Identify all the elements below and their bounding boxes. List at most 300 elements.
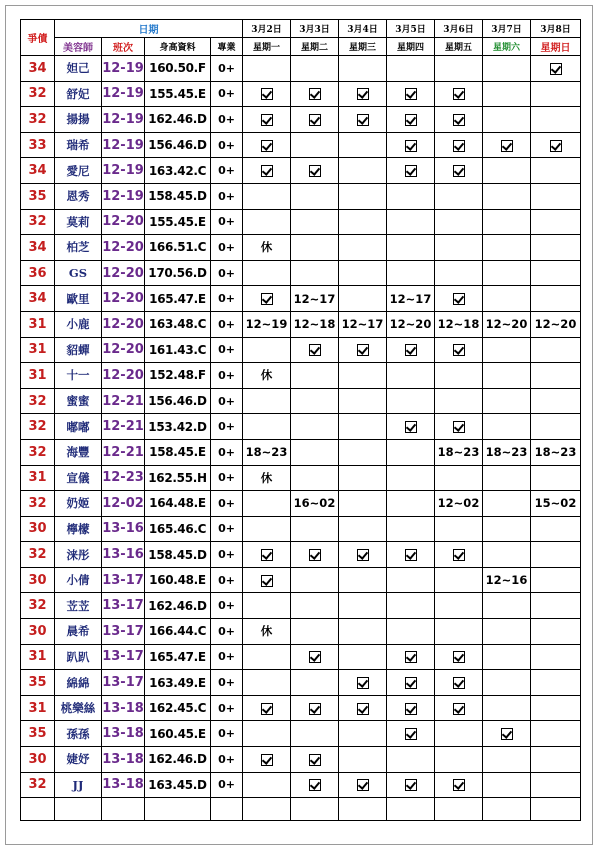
shift-class: 13-18 — [102, 772, 145, 798]
day-cell — [483, 363, 531, 389]
shift-class: 12-19 — [102, 107, 145, 133]
shift-class: 13-17 — [102, 593, 145, 619]
table-row — [21, 491, 581, 517]
empty-cell — [483, 798, 531, 821]
day-cell — [339, 209, 387, 235]
stylist-name: 海豐 — [55, 439, 102, 465]
table-row — [21, 772, 581, 798]
day-cell — [339, 286, 387, 312]
col-header-stylist: 美容師 — [55, 38, 102, 56]
day-cell — [387, 619, 435, 645]
shift-class: 12-20 — [102, 286, 145, 312]
day-cell — [387, 260, 435, 286]
body-data: 165.47.E — [145, 644, 211, 670]
body-data: 170.56.D — [145, 260, 211, 286]
day-cell: 12~17 — [339, 311, 387, 337]
checkbox-checked-icon — [309, 344, 321, 356]
body-data: 165.46.C — [145, 516, 211, 542]
body-data: 164.48.E — [145, 491, 211, 517]
day-cell — [435, 619, 483, 645]
pro-level: 0+ — [211, 439, 243, 465]
empty-cell — [102, 798, 145, 821]
day-cell — [339, 465, 387, 491]
body-data: 163.45.D — [145, 772, 211, 798]
body-data: 156.46.D — [145, 388, 211, 414]
day-cell — [435, 107, 483, 133]
date-header: 3月8日 — [531, 20, 581, 38]
stylist-name: 桃樂絲 — [55, 695, 102, 721]
checkbox-checked-icon — [261, 114, 273, 126]
day-cell — [387, 209, 435, 235]
stylist-name: GS — [55, 260, 102, 286]
stylist-name: 小鹿 — [55, 311, 102, 337]
day-cell — [483, 644, 531, 670]
empty-cell — [243, 798, 291, 821]
table-row — [21, 567, 581, 593]
day-cell — [387, 414, 435, 440]
table-row — [21, 465, 581, 491]
pro-level: 0+ — [211, 311, 243, 337]
row-number: 30 — [21, 567, 55, 593]
day-cell — [387, 132, 435, 158]
empty-cell — [55, 798, 102, 821]
row-number: 30 — [21, 619, 55, 645]
day-cell: 休 — [243, 235, 291, 261]
pro-level: 0+ — [211, 81, 243, 107]
table-row — [21, 593, 581, 619]
date-header: 3月6日 — [435, 20, 483, 38]
pro-level: 0+ — [211, 491, 243, 517]
day-cell: 15~02 — [531, 491, 581, 517]
day-cell — [435, 132, 483, 158]
checkbox-checked-icon — [501, 140, 513, 152]
day-cell — [339, 439, 387, 465]
body-data: 161.43.C — [145, 337, 211, 363]
day-cell — [483, 619, 531, 645]
day-cell — [243, 388, 291, 414]
day-cell — [531, 695, 581, 721]
day-cell — [291, 209, 339, 235]
day-cell — [339, 363, 387, 389]
day-cell — [531, 516, 581, 542]
day-cell — [243, 772, 291, 798]
day-cell — [531, 158, 581, 184]
body-data: 155.45.E — [145, 209, 211, 235]
day-cell: 12~17 — [291, 286, 339, 312]
checkbox-checked-icon — [550, 140, 562, 152]
day-cell — [291, 619, 339, 645]
day-cell — [531, 132, 581, 158]
checkbox-checked-icon — [309, 549, 321, 561]
day-cell — [531, 286, 581, 312]
pro-level: 0+ — [211, 158, 243, 184]
checkbox-checked-icon — [405, 140, 417, 152]
day-cell: 12~19 — [243, 311, 291, 337]
checkbox-checked-icon — [453, 549, 465, 561]
day-cell — [483, 491, 531, 517]
weekday-header-saturday: 星期六 — [483, 38, 531, 56]
checkbox-checked-icon — [357, 344, 369, 356]
shift-class: 12-19 — [102, 183, 145, 209]
pro-level: 0+ — [211, 465, 243, 491]
body-data: 156.46.D — [145, 132, 211, 158]
day-cell — [387, 593, 435, 619]
stylist-name: 嘟嘟 — [55, 414, 102, 440]
row-number: 35 — [21, 670, 55, 696]
body-data: 163.48.C — [145, 311, 211, 337]
table-row — [21, 644, 581, 670]
row-number: 32 — [21, 414, 55, 440]
row-number: 35 — [21, 721, 55, 747]
schedule-rows — [21, 56, 581, 821]
checkbox-checked-icon — [453, 651, 465, 663]
day-cell — [483, 721, 531, 747]
day-cell — [483, 286, 531, 312]
table-row — [21, 56, 581, 82]
day-cell — [291, 465, 339, 491]
empty-cell — [145, 798, 211, 821]
day-cell — [291, 183, 339, 209]
day-cell: 18~23 — [435, 439, 483, 465]
checkbox-checked-icon — [550, 63, 562, 75]
day-cell — [339, 619, 387, 645]
day-cell — [387, 516, 435, 542]
weekday-header: 星期四 — [387, 38, 435, 56]
stylist-name: 十一 — [55, 363, 102, 389]
pro-level: 0+ — [211, 132, 243, 158]
day-cell — [531, 363, 581, 389]
body-data: 165.47.E — [145, 286, 211, 312]
body-data: 158.45.E — [145, 439, 211, 465]
day-cell — [291, 721, 339, 747]
day-cell: 12~16 — [483, 567, 531, 593]
body-data: 162.46.D — [145, 593, 211, 619]
stylist-name: 涞彤 — [55, 542, 102, 568]
row-number: 30 — [21, 516, 55, 542]
day-cell — [291, 363, 339, 389]
day-cell — [531, 542, 581, 568]
weekday-header-sunday: 星期日 — [531, 38, 581, 56]
checkbox-checked-icon — [453, 293, 465, 305]
day-cell — [435, 286, 483, 312]
day-cell — [531, 465, 581, 491]
table-row — [21, 619, 581, 645]
checkbox-checked-icon — [309, 703, 321, 715]
checkbox-checked-icon — [309, 651, 321, 663]
checkbox-checked-icon — [405, 728, 417, 740]
day-cell — [435, 465, 483, 491]
day-cell — [243, 721, 291, 747]
checkbox-checked-icon — [357, 703, 369, 715]
day-cell — [339, 388, 387, 414]
checkbox-checked-icon — [261, 140, 273, 152]
col-header-date: 日期 — [55, 20, 243, 38]
day-cell — [291, 107, 339, 133]
day-cell: 12~20 — [531, 311, 581, 337]
shift-class: 12-21 — [102, 439, 145, 465]
table-row — [21, 183, 581, 209]
day-cell — [291, 414, 339, 440]
empty-cell — [435, 798, 483, 821]
pro-level: 0+ — [211, 260, 243, 286]
day-cell — [339, 235, 387, 261]
pro-level: 0+ — [211, 107, 243, 133]
body-data: 158.45.D — [145, 542, 211, 568]
row-number: 34 — [21, 235, 55, 261]
stylist-name: 歐里 — [55, 286, 102, 312]
stylist-name: 妲己 — [55, 56, 102, 82]
day-cell — [387, 81, 435, 107]
shift-class: 12-19 — [102, 158, 145, 184]
day-cell — [387, 363, 435, 389]
stylist-name: 莫莉 — [55, 209, 102, 235]
day-cell — [387, 542, 435, 568]
pro-level: 0+ — [211, 747, 243, 773]
day-cell — [435, 388, 483, 414]
row-number: 32 — [21, 107, 55, 133]
day-cell — [243, 747, 291, 773]
shift-class: 12-23 — [102, 465, 145, 491]
pro-level: 0+ — [211, 209, 243, 235]
day-cell — [387, 388, 435, 414]
date-header: 3月4日 — [339, 20, 387, 38]
day-cell — [387, 695, 435, 721]
pro-level: 0+ — [211, 619, 243, 645]
body-data: 160.48.E — [145, 567, 211, 593]
shift-class: 12-19 — [102, 56, 145, 82]
stylist-name: 孫孫 — [55, 721, 102, 747]
row-number: 31 — [21, 644, 55, 670]
body-data: 163.49.E — [145, 670, 211, 696]
stylist-name: 柏芝 — [55, 235, 102, 261]
day-cell: 18~23 — [531, 439, 581, 465]
day-cell — [243, 56, 291, 82]
day-cell — [483, 183, 531, 209]
checkbox-checked-icon — [261, 88, 273, 100]
checkbox-checked-icon — [405, 165, 417, 177]
row-number: 32 — [21, 542, 55, 568]
pro-level: 0+ — [211, 516, 243, 542]
date-header: 3月7日 — [483, 20, 531, 38]
day-cell — [483, 107, 531, 133]
shift-class: 12-20 — [102, 363, 145, 389]
stylist-name: JJ — [55, 772, 102, 798]
day-cell — [243, 286, 291, 312]
row-number: 32 — [21, 593, 55, 619]
day-cell: 12~17 — [387, 286, 435, 312]
row-number: 36 — [21, 260, 55, 286]
checkbox-checked-icon — [309, 165, 321, 177]
day-cell — [243, 132, 291, 158]
day-cell: 12~18 — [435, 311, 483, 337]
day-cell — [531, 567, 581, 593]
date-header: 3月3日 — [291, 20, 339, 38]
stylist-name: 恩秀 — [55, 183, 102, 209]
day-cell — [435, 183, 483, 209]
pro-level: 0+ — [211, 56, 243, 82]
shift-class: 12-19 — [102, 81, 145, 107]
day-cell — [339, 158, 387, 184]
day-cell — [387, 670, 435, 696]
empty-cell — [339, 798, 387, 821]
day-cell — [483, 132, 531, 158]
day-cell — [435, 209, 483, 235]
checkbox-checked-icon — [405, 779, 417, 791]
pro-level: 0+ — [211, 363, 243, 389]
stylist-name: 舒妃 — [55, 81, 102, 107]
checkbox-checked-icon — [405, 114, 417, 126]
table-row — [21, 311, 581, 337]
day-cell — [243, 260, 291, 286]
row-number: 32 — [21, 439, 55, 465]
day-cell — [531, 260, 581, 286]
body-data: 162.46.D — [145, 107, 211, 133]
day-cell — [243, 695, 291, 721]
checkbox-checked-icon — [357, 779, 369, 791]
table-row — [21, 132, 581, 158]
pro-level: 0+ — [211, 542, 243, 568]
day-cell — [531, 670, 581, 696]
row-number: 32 — [21, 81, 55, 107]
checkbox-checked-icon — [261, 575, 273, 587]
day-cell — [435, 721, 483, 747]
table-row — [21, 235, 581, 261]
table-row — [21, 81, 581, 107]
day-cell — [243, 414, 291, 440]
weekday-header: 星期二 — [291, 38, 339, 56]
stylist-name: 貂蟬 — [55, 337, 102, 363]
day-cell — [339, 56, 387, 82]
day-cell — [531, 81, 581, 107]
checkbox-checked-icon — [453, 703, 465, 715]
day-cell — [339, 593, 387, 619]
pro-level: 0+ — [211, 772, 243, 798]
day-cell — [339, 183, 387, 209]
shift-class: 12-20 — [102, 209, 145, 235]
body-data: 163.42.C — [145, 158, 211, 184]
day-cell — [387, 567, 435, 593]
table-row — [21, 695, 581, 721]
day-cell: 休 — [243, 465, 291, 491]
day-cell — [387, 158, 435, 184]
row-number: 30 — [21, 747, 55, 773]
day-cell — [387, 491, 435, 517]
day-cell — [243, 107, 291, 133]
shift-class: 13-17 — [102, 619, 145, 645]
day-cell — [243, 158, 291, 184]
day-cell — [243, 81, 291, 107]
row-number: 32 — [21, 209, 55, 235]
shift-class: 13-18 — [102, 695, 145, 721]
checkbox-checked-icon — [309, 88, 321, 100]
day-cell — [339, 567, 387, 593]
checkbox-checked-icon — [453, 88, 465, 100]
day-cell — [291, 158, 339, 184]
day-cell — [435, 516, 483, 542]
row-number: 35 — [21, 183, 55, 209]
pro-level: 0+ — [211, 593, 243, 619]
pro-level: 0+ — [211, 644, 243, 670]
shift-class: 12-20 — [102, 235, 145, 261]
table-row — [21, 363, 581, 389]
checkbox-checked-icon — [405, 344, 417, 356]
day-cell — [339, 644, 387, 670]
day-cell — [243, 670, 291, 696]
day-cell — [435, 644, 483, 670]
day-cell — [531, 619, 581, 645]
day-cell — [339, 81, 387, 107]
checkbox-checked-icon — [453, 140, 465, 152]
day-cell — [291, 567, 339, 593]
day-cell — [291, 542, 339, 568]
day-cell — [291, 772, 339, 798]
day-cell — [387, 772, 435, 798]
checkbox-checked-icon — [405, 651, 417, 663]
day-cell — [531, 721, 581, 747]
day-cell: 12~20 — [483, 311, 531, 337]
pro-level: 0+ — [211, 286, 243, 312]
table-row — [21, 260, 581, 286]
day-cell — [531, 56, 581, 82]
checkbox-checked-icon — [357, 549, 369, 561]
checkbox-checked-icon — [261, 549, 273, 561]
stylist-name: 揚揚 — [55, 107, 102, 133]
row-number: 31 — [21, 695, 55, 721]
row-number: 32 — [21, 772, 55, 798]
day-cell — [339, 337, 387, 363]
checkbox-checked-icon — [405, 703, 417, 715]
day-cell — [387, 107, 435, 133]
day-cell — [531, 593, 581, 619]
body-data: 166.51.C — [145, 235, 211, 261]
row-number: 31 — [21, 337, 55, 363]
stylist-name: 趴趴 — [55, 644, 102, 670]
stylist-name: 婕妤 — [55, 747, 102, 773]
day-cell: 12~02 — [435, 491, 483, 517]
day-cell — [339, 491, 387, 517]
day-cell — [291, 670, 339, 696]
day-cell — [387, 183, 435, 209]
body-data: 160.50.F — [145, 56, 211, 82]
body-data: 152.48.F — [145, 363, 211, 389]
day-cell: 休 — [243, 363, 291, 389]
day-cell — [387, 337, 435, 363]
checkbox-checked-icon — [405, 549, 417, 561]
stylist-name: 瑞希 — [55, 132, 102, 158]
checkbox-checked-icon — [261, 293, 273, 305]
row-number: 34 — [21, 158, 55, 184]
day-cell — [387, 747, 435, 773]
table-row — [21, 747, 581, 773]
day-cell — [531, 183, 581, 209]
pro-level: 0+ — [211, 695, 243, 721]
empty-cell — [211, 798, 243, 821]
day-cell: 休 — [243, 619, 291, 645]
day-cell: 16~02 — [291, 491, 339, 517]
shift-class: 12-19 — [102, 132, 145, 158]
checkbox-checked-icon — [453, 779, 465, 791]
day-cell — [483, 670, 531, 696]
day-cell — [243, 491, 291, 517]
day-cell — [243, 337, 291, 363]
stylist-name: 綿綿 — [55, 670, 102, 696]
day-cell — [435, 695, 483, 721]
checkbox-checked-icon — [357, 88, 369, 100]
day-cell — [387, 56, 435, 82]
table-row — [21, 414, 581, 440]
table-row — [21, 670, 581, 696]
day-cell — [339, 772, 387, 798]
